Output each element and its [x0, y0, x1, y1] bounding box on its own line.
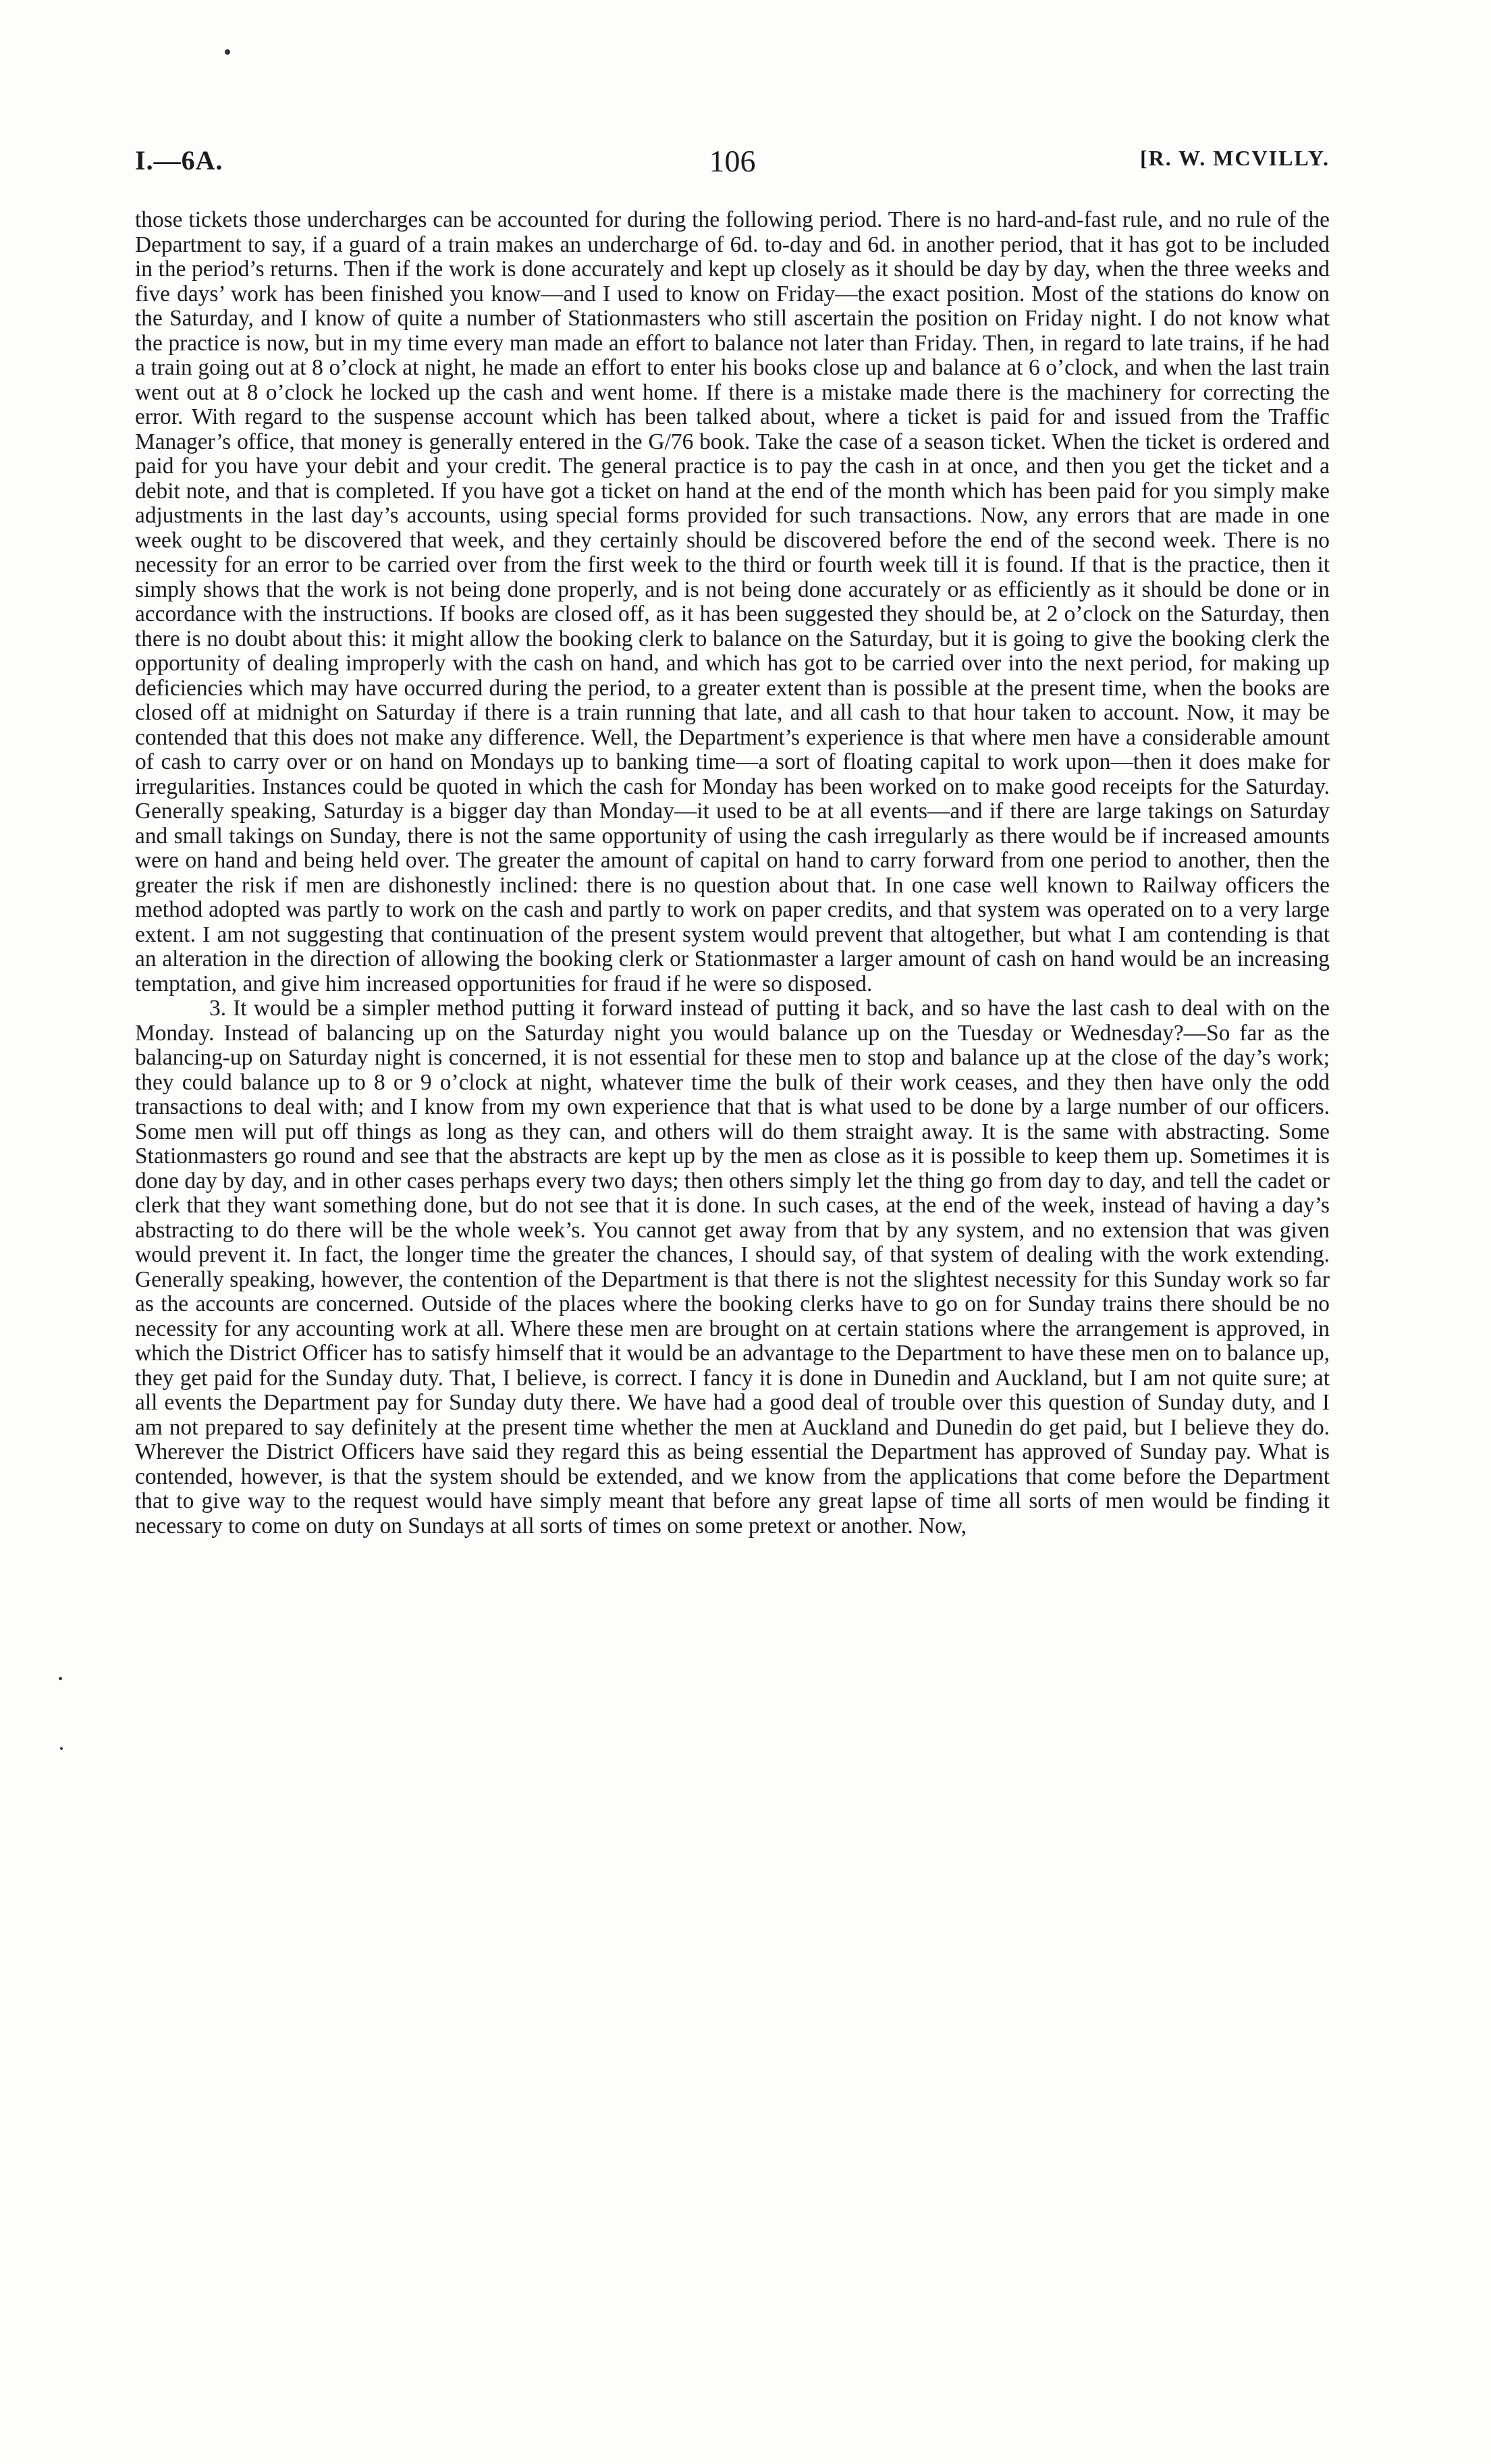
printing-speck	[59, 1677, 62, 1680]
document-reference: I.—6A.	[135, 145, 223, 176]
body-text	[135, 208, 1330, 1538]
printing-speck	[225, 49, 230, 55]
page-number: 106	[709, 144, 756, 178]
witness-name: [R. W. MCVILLY.	[1139, 146, 1330, 170]
paragraph-question-3: 3. It would be a simpler method putting it forward instead of putting it back, and so have the last cash to deal with on the Monday. Instead of balancing up on the Saturday night you would balance up on the Tuesday or Wednesday?—So far as the balancing-up on Saturday night is concerned, it is not essential for these men to stop and balance up at the close of the day’s work; they could balance up to 8 or 9 o’clock at night, whatever time the bulk of their work ceases, and they then have only the odd transactions to deal with; and I know from my own experience that that is what used to be done by a large number of our officers. Some men will put off things as long as they can, and others will do them straight away. It is the same with abstracting. Some Stationmasters go round and see that the abstracts are kept up by the men as close as it is possible to keep them up. Sometimes it is done day by day, and in other cases perhaps every two days; then others simply let the thing go from day to day, and tell the cadet or clerk that they want something done, but do not see that it is done. In such cases, at the end of the week, instead of having a day’s abstracting to do there will be the whole week’s. You cannot get away from that by any system, and no extension that was given would prevent it. In fact, the longer time the greater the chances, I should say, of that system of dealing with the work extending. Generally speaking, however, the contention of the Department is that there is not the slightest necessity for this Sunday work so far as the accounts are concerned. Outside of the places where the booking clerks have to go on for Sunday trains there should be no necessity for any accounting work at all. Where these men are brought on at certain stations where the arrangement is approved, in which the District Officer has to satisfy himself that it would be an advantage to the Department to have these men on to balance up, they get paid for the Sunday duty. That, I believe, is correct. I fancy it is done in Dunedin and Auckland, but I am not quite sure; at all events the Department pay for Sunday duty there. We have had a good deal of trouble over this question of Sunday duty, and I am not prepared to say definitely at the present time whether the men at Auckland and Dunedin do get paid, but I believe they do. Wherever the District Officers have said they regard this as being essential the Department has approved of Sunday pay. What is contended, however, is that the system should be extended, and we know from the applications that come before the Department that to give way to the request would have simply meant that before any great lapse of time all sorts of men would be finding it necessary to come on duty on Sundays at all sorts of times on some pretext or another. Now,	[135, 996, 1330, 1538]
paragraph-continued: those tickets those undercharges can be accounted for during the following period. There is no hard-and-fast rule, and no rule of the Department to say, if a guard of a train makes an undercharge of 6d. to-day and 6d. in another period, that it has got to be included in the period’s returns. Then if the work is done accurately and kept up closely as it should be day by day, when the three weeks and five days’ work has been finished you know—and I used to know on Friday—the exact position. Most of the stations do know on the Saturday, and I know of quite a number of Stationmasters who still ascertain the position on Friday night. I do not know what the practice is now, but in my time every man made an effort to balance not later than Friday. Then, in regard to late trains, if he had a train going out at 8 o’clock at night, he made an effort to enter his books close up and balance at 6 o’clock, and when the last train went out at 8 o’clock he locked up the cash and went home. If there is a mistake made there is the machinery for correcting the error. With regard to the suspense account which has been talked about, where a ticket is paid for and issued from the Traffic Manager’s office, that money is generally entered in the G/76 book. Take the case of a season ticket. When the ticket is ordered and paid for you have your debit and your credit. The general practice is to pay the cash in at once, and then you get the ticket and a debit note, and that is completed. If you have got a ticket on hand at the end of the month which has been paid for you simply make adjustments in the last day’s accounts, using special forms provided for such transactions. Now, any errors that are made in one week ought to be discovered that week, and they certainly should be discovered before the end of the second week. There is no necessity for an error to be carried over from the first week to the third or fourth week till it is found. If that is the practice, then it simply shows that the work is not being done properly, and is not being done accurately or as efficiently as it should be done or in accordance with the instructions. If books are closed off, as it has been suggested they should be, at 2 o’clock on the Saturday, then there is no doubt about this: it might allow the booking clerk to balance on the Saturday, but it is going to give the booking clerk the opportunity of dealing improperly with the cash on hand, and which has got to be carried over into the next period, for making up deficiencies which may have occurred during the period, to a greater extent than is possible at the present time, when the books are closed off at midnight on Saturday if there is a train running that late, and all cash to that hour taken to account. Now, it may be contended that this does not make any difference. Well, the Department’s experience is that where men have a considerable amount of cash to carry over or on hand on Mondays up to banking time—a sort of floating capital to work upon—then it does make for irregularities. Instances could be quoted in which the cash for Monday has been worked on to make good receipts for the Saturday. Generally speaking, Saturday is a bigger day than Monday—it used to be at all events—and if there are large takings on Saturday and small takings on Sunday, there is not the same opportunity of using the cash irregularly as there would be if increased amounts were on hand and being held over. The greater the amount of capital on hand to carry forward from one period to another, then the greater the risk if men are dishonestly inclined: there is no question about that. In one case well known to Railway officers the method adopted was partly to work on the cash and partly to work on paper credits, and that system was operated on to a very large extent. I am not suggesting that continuation of the present system would prevent that altogether, but what I am contending is that an alteration in the direction of allowing the booking clerk or Stationmaster a larger amount of cash on hand would be an increasing temptation, and give him increased opportunities for fraud if he were so disposed.	[135, 207, 1330, 996]
page-header	[135, 144, 1330, 185]
printing-speck	[60, 1747, 63, 1750]
